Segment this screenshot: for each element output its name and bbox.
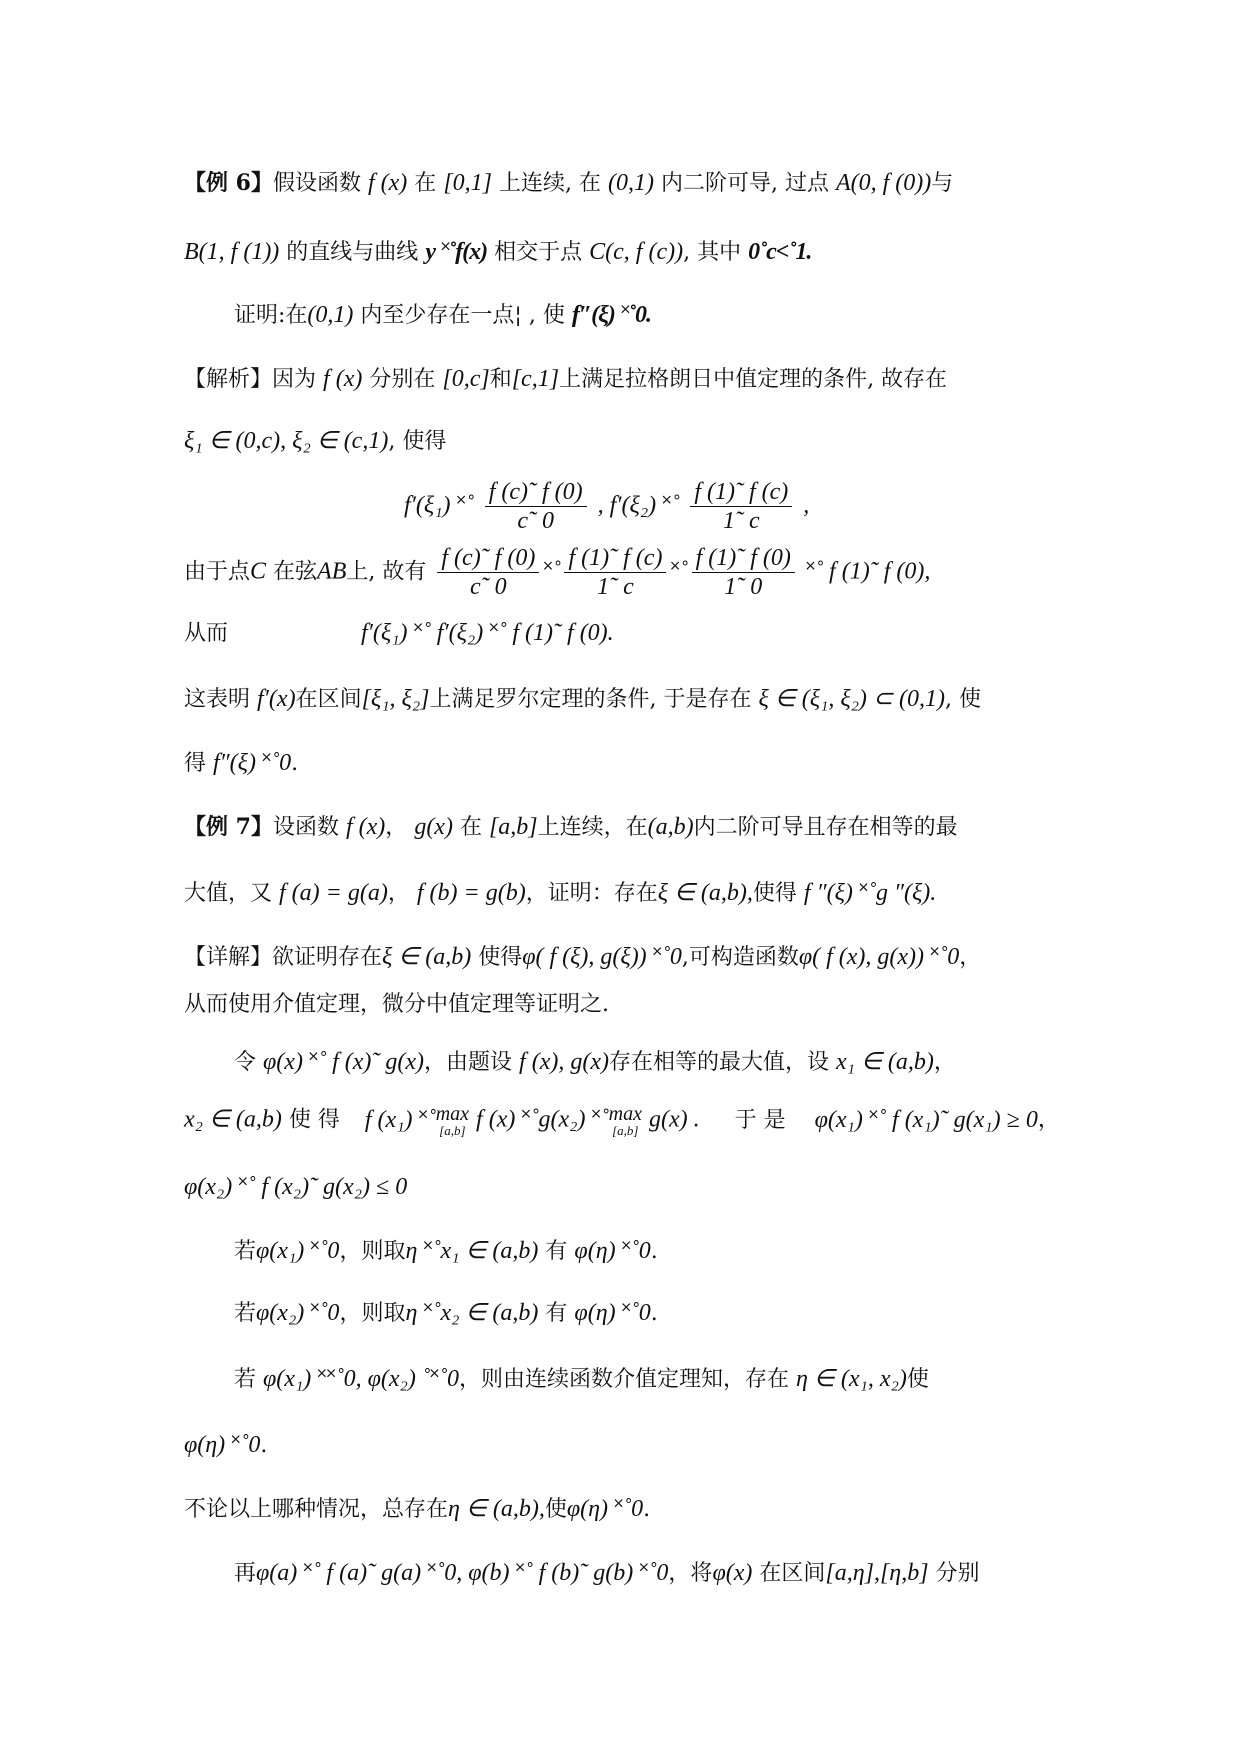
solution-6-label: 【解析】 <box>184 367 273 392</box>
fraction-3: $\frac{f (c)˜ f (0)}{c˜ 0}$ <box>437 544 539 601</box>
solution-6-line-1: 【解析】因为 f (x) 分别在 [0,c]和[c,1]上满足拉格朗日中值定理的条件, 故存在 <box>184 366 948 392</box>
solution-7-line-1: 【详解】欲证明存在ξ ∈ (a,b) 使得φ( f (ξ), g(ξ)) ˟˚0,可构造函数φ( f (x), g(x)) ˟˚0， <box>184 944 982 970</box>
case-2: 若φ(x₂) ˟˚0，则取η ˟˚x₂ ∈ (a,b) 有 φ(η) ˟˚0. <box>234 1300 658 1326</box>
case-3-continued: φ(η) ˟˚0. <box>184 1432 268 1458</box>
solution-7-line-3: 令 φ(x) ˟˚ f (x)˜ g(x)，由题设 f (x), g(x)存在相等的最大值，设 x₁ ∈ (a,b)， <box>234 1049 956 1075</box>
cases-summary: 不论以上哪种情况，总存在η ∈ (a,b),使φ(η) ˟˚0. <box>184 1496 651 1522</box>
fraction-4: $\frac{f (1)˜ f (c)}{1˜ c}$ <box>564 544 666 601</box>
fraction-2: $\frac{f (1)˜ f (c)}{1˜ c}$ <box>690 478 792 535</box>
solution-7-last-line: 再φ(a) ˟˚ f (a)˜ g(a) ˟˚0, φ(b) ˟˚ f (b)˜ g(b) ˟˚0，将φ(x) 在区间[a,η],[η,b] 分别 <box>234 1560 980 1586</box>
example-6-statement-line-2: B(1, f (1)) 的直线与曲线 y ˟˚f(x) 相交于点 C(c, f (c)), 其中 0˚c˂˚1. <box>184 239 812 265</box>
solution-7-label: 【详解】 <box>184 945 273 970</box>
chord-equation-line: 由于点C 在弦AB上, 故有 $\frac{f (c)˜ f (0)}{c˜ 0}$ ˟˚ $\frac{f (1)˜ f (c)}{1˜ c}$ ˟˚ $\frac{f (1)˜ f (0)}{1˜ 0}$ ˟˚ f (1)˜ f (0), <box>184 545 931 600</box>
example-6-label: 【例 6】 <box>184 170 273 196</box>
solution-7-line-5: φ(x₂) ˟˚ f (x₂)˜ g(x₂) ≤ 0 <box>184 1174 408 1200</box>
fraction-1: $\frac{f (c)˜ f (0)}{c˜ 0}$ <box>485 478 587 535</box>
lagrange-equations: f′(ξ₁) ˟˚ $\frac{f (c)˜ f (0)}{c˜ 0}$ , f′(ξ₂) ˟˚ $\frac{f (1)˜ f (c)}{1˜ c}$ , <box>404 479 810 534</box>
max-operator-1: max [a,b] <box>435 1103 470 1138</box>
case-1: 若φ(x₁) ˟˚0，则取η ˟˚x₁ ∈ (a,b) 有 φ(η) ˟˚0. <box>234 1238 658 1264</box>
solution-6-line-6: 这表明 f′(x)在区间[ξ₁, ξ₂]上满足罗尔定理的条件, 于是存在 ξ ∈ (ξ₁, ξ₂) ⊂ (0,1), 使 <box>184 686 982 712</box>
solution-6-line-2: ξ₁ ∈ (0,c), ξ₂ ∈ (c,1), 使得 <box>184 428 447 454</box>
example-7-label: 【例 7】 <box>184 814 273 840</box>
example-7-statement-line-1: 【例 7】设函数 f (x)， g(x) 在 [a,b]上连续，在(a,b)内二阶可导且存在相等的最 <box>184 814 958 840</box>
example-6-claim: 证明:在(0,1) 内至少存在一点¦ , 使 f″(ξ) ˟˚0. <box>234 302 652 328</box>
example-6-statement-line-1: 【例 6】假设函数 f (x) 在 [0,1] 上连续, 在 (0,1) 内二阶可导, 过点 A(0, f (0))与 <box>184 170 954 196</box>
solution-7-line-4: x₂ ∈ (a,b) 使 得 f (x₁) ˟˚max [a,b] f (x) ˟˚g(x₂) ˟˚max [a,b] g(x) . 于 是 φ(x₁) ˟˚ f (x₁)˜ g(x₁) ≥ 0， <box>184 1103 1060 1138</box>
example-7-statement-line-2: 大值，又 f (a) = g(a)， f (b) = g(b)，证明：存在ξ ∈ (a,b),使得 f ″(ξ) ˟˚g ″(ξ). <box>184 880 937 906</box>
case-3: 若 φ(x₁) ˟˟˚0, φ(x₂) ˚˟˚0，则由连续函数介值定理知，存在 η ∈ (x₁, x₂)使 <box>234 1366 929 1392</box>
solution-7-line-2: 从而使用介值定理，微分中值定理等证明之. <box>184 992 609 1017</box>
fraction-5: $\frac{f (1)˜ f (0)}{1˜ 0}$ <box>692 544 795 601</box>
max-operator-2: max [a,b] <box>608 1103 642 1138</box>
solution-6-conclusion: 得 f″(ξ) ˟˚0. <box>184 750 299 776</box>
solution-6-line-5: 从而 f′(ξ₁) ˟˚ f′(ξ₂) ˟˚ f (1)˜ f (0). <box>184 620 614 646</box>
